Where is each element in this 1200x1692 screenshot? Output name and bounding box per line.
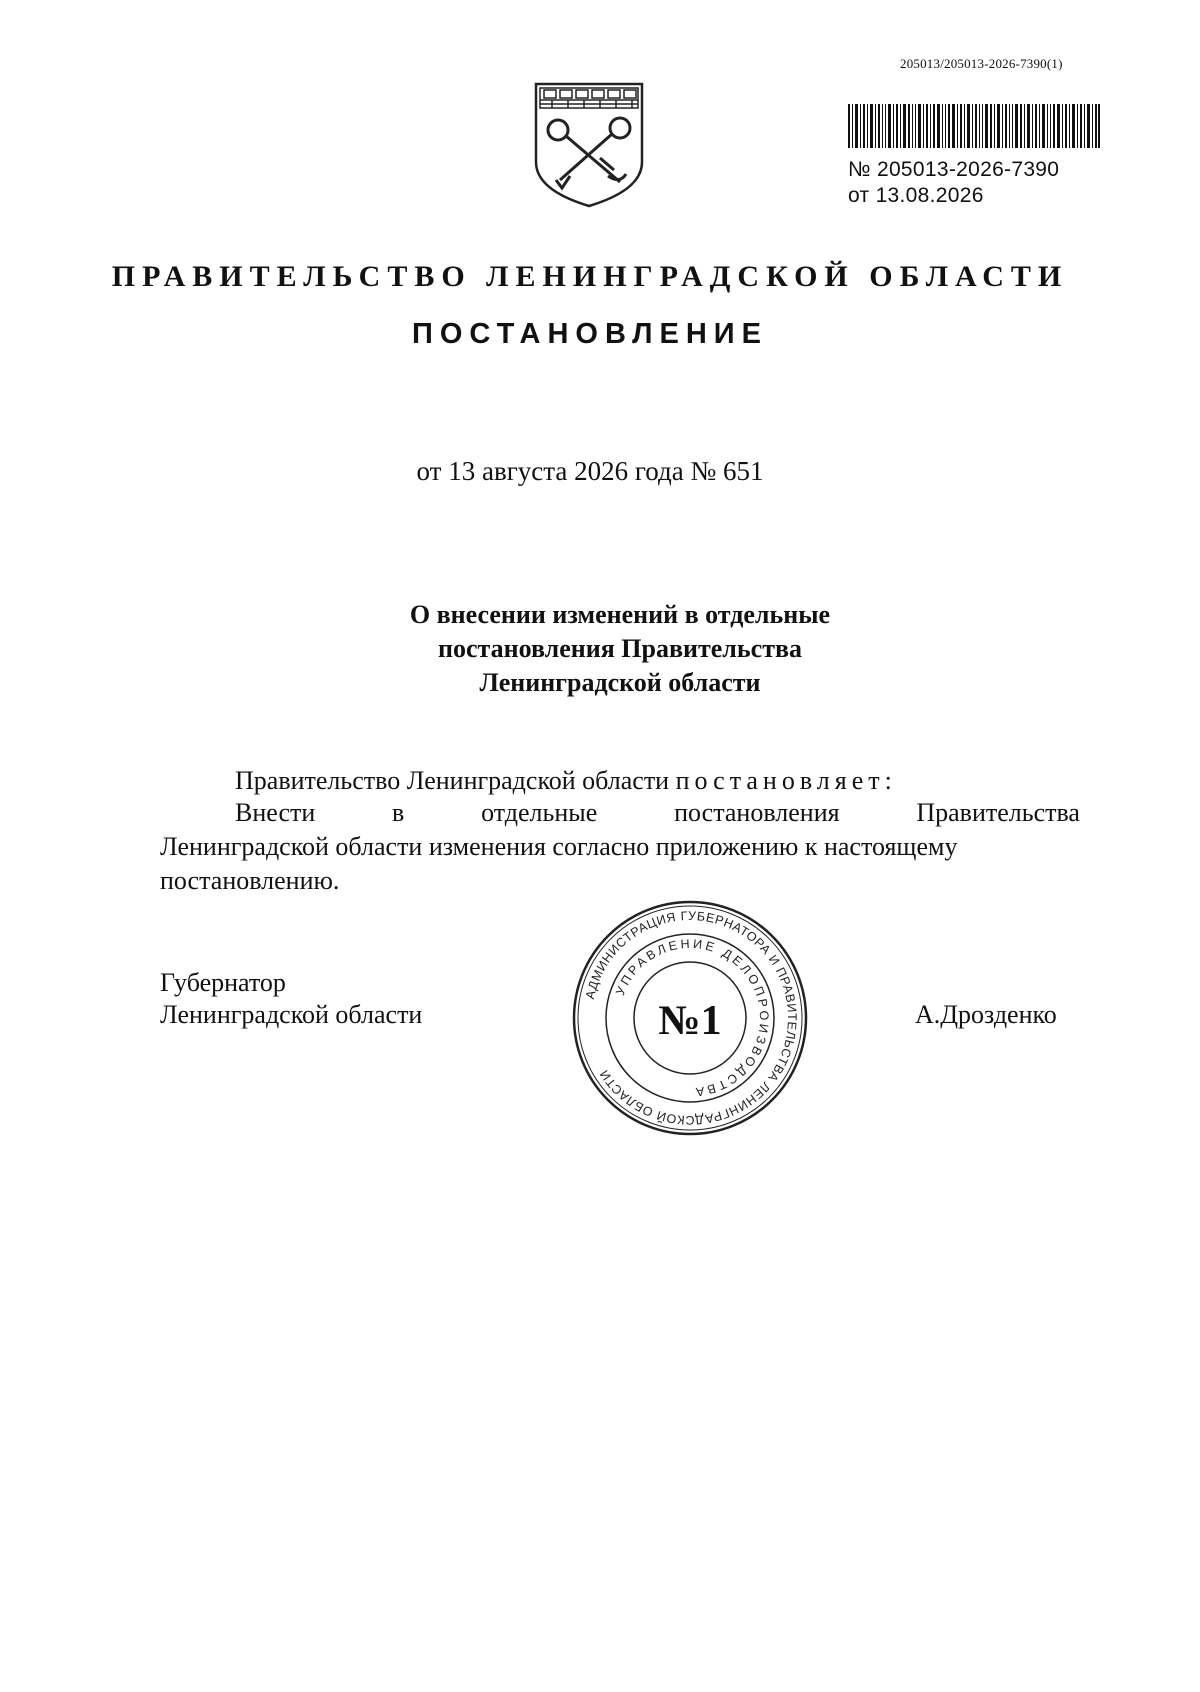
subject-line: О внесении изменений в отдельные (409, 600, 831, 629)
body-word: в (392, 798, 405, 827)
signatory-region: Ленинградской области (160, 1000, 423, 1029)
body-line: постановлению. (160, 866, 340, 895)
registration-number: № 205013-2026-7390 (848, 158, 1060, 181)
document-id: 205013/205013-2026-7390(1) (900, 56, 1063, 71)
government-title: ПРАВИТЕЛЬСТВО ЛЕНИНГРАДСКОЙ ОБЛАСТИ (111, 260, 1069, 293)
seal-inner-text: УПРАВЛЕНИЕ ДЕЛОПРОИЗВОДСТВА (613, 936, 772, 1100)
intro-paragraph (235, 766, 897, 796)
body-word: Внести (235, 798, 316, 827)
document-type: ПОСТАНОВЛЕНИЕ (412, 318, 768, 350)
subject-line: постановления Правительства (438, 634, 802, 663)
subject-line: Ленинградской области (479, 668, 761, 697)
decree-subject (0, 598, 1200, 700)
intro-text: Правительство Ленинградской области (235, 766, 676, 795)
body-line (160, 796, 1080, 830)
coat-of-arms-icon (530, 78, 648, 210)
signatory-name: А.Дрозденко (915, 1000, 1057, 1029)
body-word: отдельные (481, 798, 598, 827)
registration-date: от 13.08.2026 (848, 184, 984, 207)
official-seal (570, 898, 810, 1138)
signatory-role: Губернатор (160, 968, 286, 997)
decree-date-number: от 13 августа 2026 года № 651 (416, 456, 764, 486)
seal-outer-text: АДМИНИСТРАЦИЯ ГУБЕРНАТОРА И ПРАВИТЕЛЬСТВА ЛЕНИНГРАДСКОЙ ОБЛАСТИ (582, 908, 800, 1128)
body-word: Правительства (916, 798, 1080, 827)
body-word: постановления (674, 798, 840, 827)
body-line: Ленинградской области изменения согласно приложению к настоящему (160, 832, 958, 861)
body-paragraph (160, 796, 1080, 898)
seal-number: №1 (658, 998, 722, 1044)
intro-spaced-word: постановляет: (675, 766, 897, 795)
barcode-icon (848, 104, 1100, 154)
